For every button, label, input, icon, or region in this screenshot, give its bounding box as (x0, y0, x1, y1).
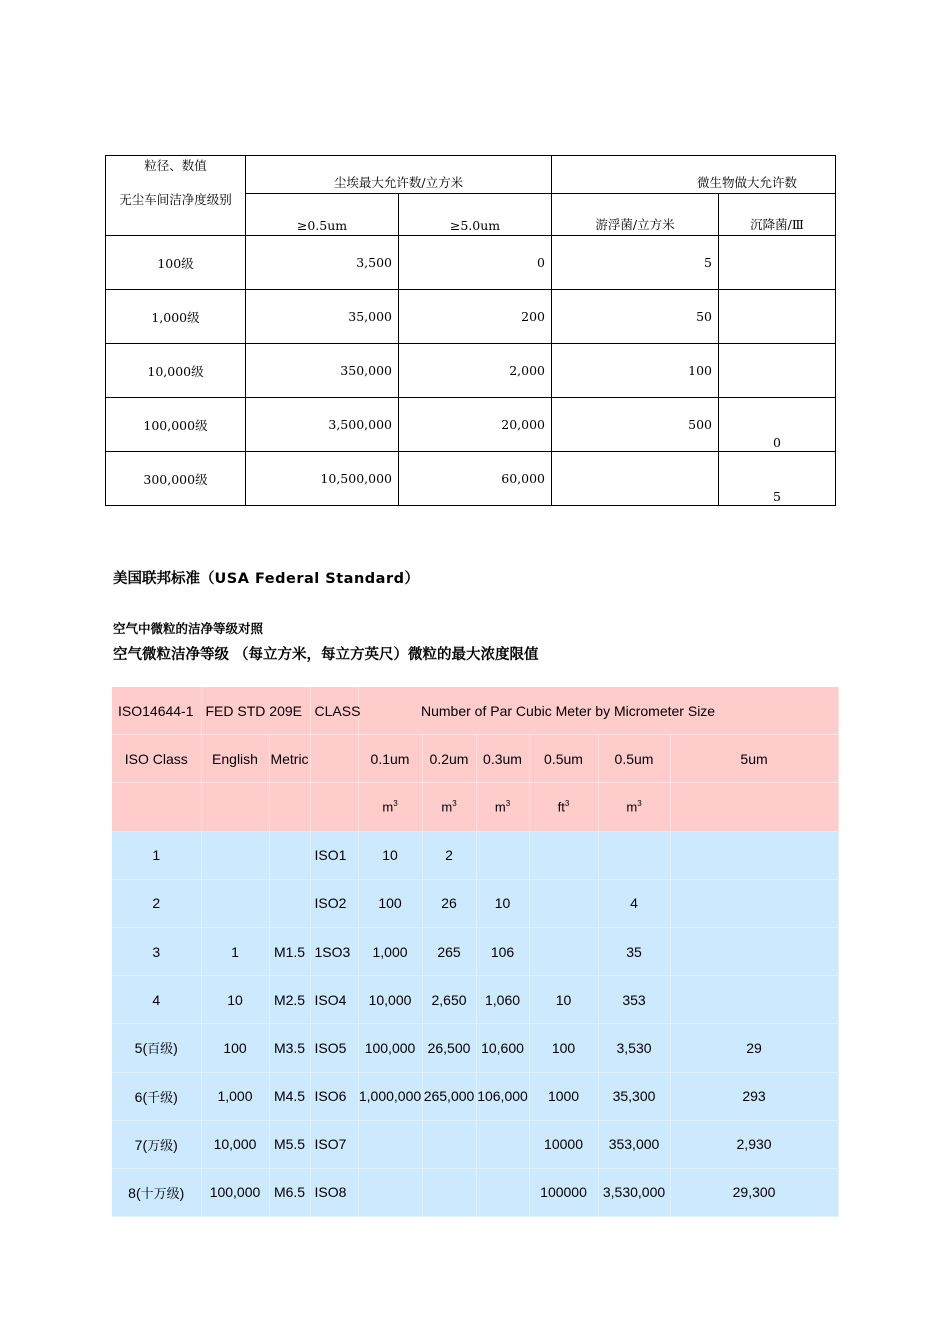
value-cell (719, 344, 836, 398)
class-cell: 100,000级 (106, 398, 246, 452)
value-cell: 20,000 (399, 398, 552, 452)
value-cell (476, 1168, 529, 1216)
value-cell (201, 879, 269, 927)
value-cell: 2 (422, 831, 476, 879)
class-cell: 100级 (106, 236, 246, 290)
unit-row (112, 783, 838, 831)
value-cell: 3,500 (246, 236, 399, 290)
value-cell (529, 831, 598, 879)
corner-bottom-label: 无尘车间洁净度级别 (119, 192, 232, 207)
iso-class-cell: 7(万级) (112, 1120, 201, 1168)
value-cell: 1,060 (476, 976, 529, 1024)
value-cell: 2,000 (399, 344, 552, 398)
header-size-5: 5um (670, 735, 838, 783)
value-cell (422, 1120, 476, 1168)
col-header-float: 游浮菌/立方米 (552, 194, 719, 236)
iso-class-cell: 8(十万级) (112, 1168, 201, 1216)
value-cell: 10,600 (476, 1024, 529, 1072)
value-cell: 3,500,000 (246, 398, 399, 452)
col-header-05: ≥0.5um (246, 194, 399, 236)
value-cell: 100 (201, 1024, 269, 1072)
value-cell (719, 236, 836, 290)
value-cell: 10 (358, 831, 422, 879)
value-cell: 10,500,000 (246, 452, 399, 506)
header-iso14644: ISO14644-1 (112, 687, 201, 735)
value-cell: 293 (670, 1072, 838, 1120)
table-row (112, 1120, 838, 1168)
value-cell: 35 (598, 927, 670, 975)
class-cell: 300,000级 (106, 452, 246, 506)
value-cell: 29 (670, 1024, 838, 1072)
micro-header: 微生物做大允许数 (552, 156, 836, 194)
table-row (112, 976, 838, 1024)
iso-class-cell: 1 (112, 831, 201, 879)
value-cell: M4.5 (269, 1072, 310, 1120)
iso-class-table (112, 687, 839, 1217)
value-cell (670, 927, 838, 975)
standard-heading-cn-close: ） (404, 571, 419, 587)
class-code-cell: ISO4 (310, 976, 358, 1024)
value-cell (670, 831, 838, 879)
header-size-01: 0.1um (358, 735, 422, 783)
value-cell: 2,650 (422, 976, 476, 1024)
value-cell: 1000 (529, 1072, 598, 1120)
value-cell: 5 (552, 236, 719, 290)
concentration-subheading: 空气微粒洁净等级 （每立方米，每立方英尺）微粒的最大浓度限值 (113, 647, 539, 663)
class-code-cell: 1SO3 (310, 927, 358, 975)
value-cell (719, 290, 836, 344)
class-code-cell: ISO7 (310, 1120, 358, 1168)
header-size-03: 0.3um (476, 735, 529, 783)
unit-cell: $ft^3$ (529, 783, 598, 831)
table-row (106, 344, 836, 398)
value-cell: 26 (422, 879, 476, 927)
header-size-02: 0.2um (422, 735, 476, 783)
value-cell: 10 (201, 976, 269, 1024)
corner-header-cell (106, 156, 246, 236)
value-cell: 0 (399, 236, 552, 290)
table-row (106, 290, 836, 344)
header-row (112, 735, 838, 783)
iso-class-cell: 2 (112, 879, 201, 927)
value-cell: 10000 (529, 1120, 598, 1168)
value-cell: 353 (598, 976, 670, 1024)
value-cell: 350,000 (246, 344, 399, 398)
class-code-cell: ISO5 (310, 1024, 358, 1072)
table-row (112, 879, 838, 927)
value-cell: 2,930 (670, 1120, 838, 1168)
value-cell (269, 831, 310, 879)
header-english: English (201, 735, 269, 783)
value-cell: 106,000 (476, 1072, 529, 1120)
value-cell (358, 1120, 422, 1168)
class-cell: 10,000级 (106, 344, 246, 398)
table-row (112, 1072, 838, 1120)
value-cell: M5.5 (269, 1120, 310, 1168)
value-cell (422, 1168, 476, 1216)
header-blank (310, 735, 358, 783)
header-class: CLASS (310, 687, 358, 735)
value-cell: 10,000 (358, 976, 422, 1024)
table-row (106, 452, 836, 506)
value-cell: 106 (476, 927, 529, 975)
value-cell: 3,530,000 (598, 1168, 670, 1216)
standard-heading (113, 567, 419, 588)
unit-cell: $m^3$ (476, 783, 529, 831)
value-cell (670, 976, 838, 1024)
col-header-50: ≥5.0um (399, 194, 552, 236)
header-metric: Metric (269, 735, 310, 783)
header-size-05-ft: 0.5um (529, 735, 598, 783)
value-cell: 26,500 (422, 1024, 476, 1072)
value-cell: 35,000 (246, 290, 399, 344)
value-cell: 60,000 (399, 452, 552, 506)
value-cell: M2.5 (269, 976, 310, 1024)
class-cell: 1,000级 (106, 290, 246, 344)
value-cell: 100000 (529, 1168, 598, 1216)
class-code-cell: ISO1 (310, 831, 358, 879)
value-cell: 200 (399, 290, 552, 344)
table-row (112, 831, 838, 879)
value-cell: 1,000 (201, 1072, 269, 1120)
iso-class-cell: 6(千级) (112, 1072, 201, 1120)
value-cell: 0 (719, 398, 836, 452)
value-cell: M6.5 (269, 1168, 310, 1216)
unit-cell: $m^3$ (358, 783, 422, 831)
table-row (106, 398, 836, 452)
header-iso-class: ISO Class (112, 735, 201, 783)
value-cell (670, 879, 838, 927)
value-cell: 100,000 (358, 1024, 422, 1072)
iso-class-cell: 5(百级) (112, 1024, 201, 1072)
table-row (112, 927, 838, 975)
value-cell (269, 879, 310, 927)
value-cell: 1,000,000 (358, 1072, 422, 1120)
header-size-05-m: 0.5um (598, 735, 670, 783)
value-cell: 100,000 (201, 1168, 269, 1216)
class-code-cell: ISO6 (310, 1072, 358, 1120)
value-cell: M3.5 (269, 1024, 310, 1072)
value-cell: M1.5 (269, 927, 310, 975)
value-cell (476, 1120, 529, 1168)
value-cell: 100 (552, 344, 719, 398)
value-cell: 35,300 (598, 1072, 670, 1120)
col-header-settle: 沉降菌/Ⅲ (719, 194, 836, 236)
class-code-cell: ISO8 (310, 1168, 358, 1216)
unit-cell: $m^3$ (598, 783, 670, 831)
value-cell: 265 (422, 927, 476, 975)
value-cell: 1,000 (358, 927, 422, 975)
corner-top-label: 粒径、数值 (144, 158, 207, 173)
value-cell: 1 (201, 927, 269, 975)
comparison-subheading: 空气中微粒的洁净等级对照 (113, 621, 264, 636)
class-code-cell: ISO2 (310, 879, 358, 927)
standard-heading-cn-open: 美国联邦标准（ (113, 571, 215, 587)
value-cell: 10,000 (201, 1120, 269, 1168)
value-cell: 29,300 (670, 1168, 838, 1216)
value-cell: 100 (358, 879, 422, 927)
value-cell: 100 (529, 1024, 598, 1072)
table-row (106, 236, 836, 290)
header-row (112, 687, 838, 735)
header-particle-count: Number of Par Cubic Meter by Micrometer Size (358, 687, 838, 735)
value-cell: 353,000 (598, 1120, 670, 1168)
value-cell: 10 (529, 976, 598, 1024)
value-cell: 3,530 (598, 1024, 670, 1072)
value-cell (529, 927, 598, 975)
iso-class-cell: 3 (112, 927, 201, 975)
value-cell: 5 (719, 452, 836, 506)
value-cell (476, 831, 529, 879)
value-cell (201, 831, 269, 879)
cleanroom-class-table (105, 155, 836, 506)
value-cell: 265,000 (422, 1072, 476, 1120)
value-cell (552, 452, 719, 506)
table-row (112, 1168, 838, 1216)
value-cell: 500 (552, 398, 719, 452)
unit-cell: $m^3$ (422, 783, 476, 831)
value-cell (529, 879, 598, 927)
value-cell (358, 1168, 422, 1216)
value-cell: 10 (476, 879, 529, 927)
standard-heading-en: USA Federal Standard (214, 571, 405, 587)
table-row (112, 1024, 838, 1072)
value-cell (598, 831, 670, 879)
value-cell: 4 (598, 879, 670, 927)
header-fed-std: FED STD 209E (201, 687, 310, 735)
iso-class-cell: 4 (112, 976, 201, 1024)
value-cell: 50 (552, 290, 719, 344)
dust-header: 尘埃最大允许数/立方米 (246, 156, 552, 194)
